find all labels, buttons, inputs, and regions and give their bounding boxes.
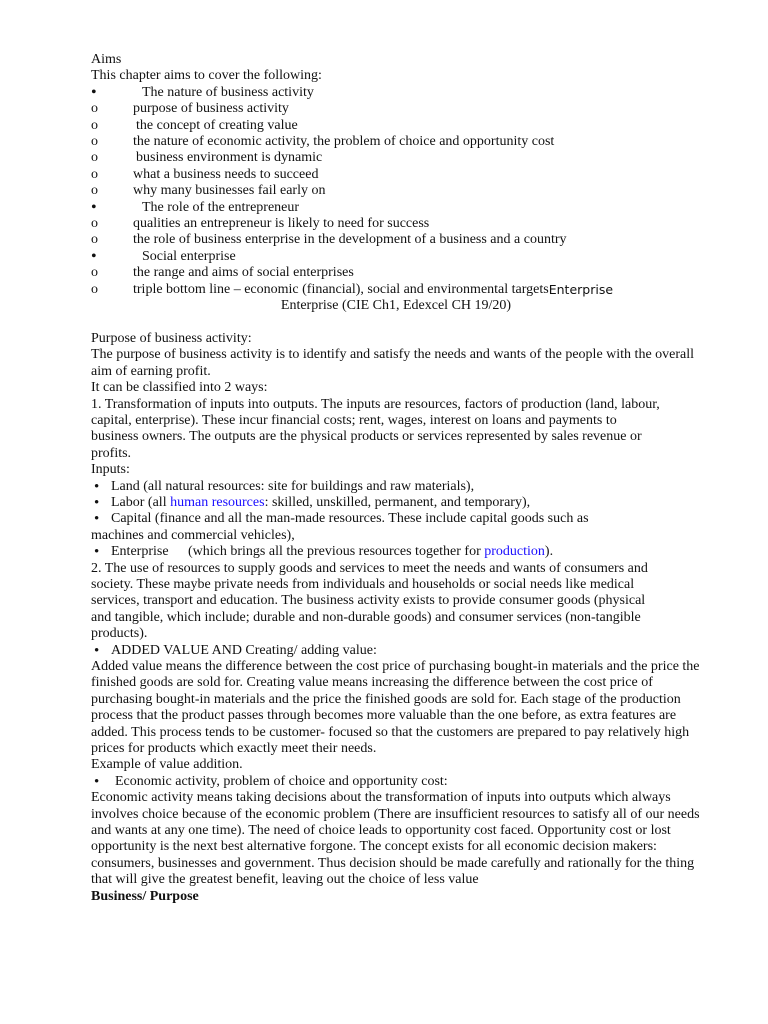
inputs-label: Inputs: — [91, 462, 130, 478]
example-line: Example of value addition. — [91, 757, 243, 773]
input-item-enterprise — [91, 544, 701, 560]
aims-item — [91, 200, 701, 216]
production-link[interactable]: production — [484, 544, 545, 560]
paragraph-line: that will give the greatest benefit, leaving out the choice of less value — [91, 872, 479, 888]
input-item-land — [91, 479, 701, 495]
paragraph-line: services, transport and education. The business activity exists to provide consumer goods (physical — [91, 593, 646, 609]
paragraph-line: aim of earning profit. — [91, 363, 211, 379]
paragraph-line: process that the product passes through becomes more valuable than the one before, as extra features are — [91, 708, 677, 724]
paragraph-line: 2. The use of resources to supply goods and services to meet the needs and wants of consumers and — [91, 560, 648, 576]
sub-marker: o — [91, 232, 98, 248]
paragraph-line: purchasing bought-in materials and the price the finished goods are sold for. Each stage of the production — [91, 691, 681, 707]
paragraph-line: 1. Transformation of inputs into outputs. The inputs are resources, factors of production (land, labour, — [91, 396, 660, 412]
input-text — [111, 495, 530, 511]
sub-marker: o — [91, 166, 98, 182]
aims-item — [91, 216, 701, 232]
economic-heading — [91, 774, 701, 790]
heading-text: ADDED VALUE AND Creating/ adding value: — [111, 642, 377, 658]
aims-intro: This chapter aims to cover the following: — [91, 68, 322, 84]
bullet-icon: • — [94, 494, 100, 511]
enterprise-label: Enterprise — [111, 544, 169, 560]
enterprise-post: ). — [544, 544, 554, 560]
aims-item — [91, 183, 701, 199]
human-resources-link[interactable]: human resources — [170, 494, 265, 510]
spacer — [91, 315, 701, 331]
aims-item-text: purpose of business activity — [133, 101, 289, 117]
paragraph-line: consumers, businesses and government. Thus decision should be made carefully and rationally for the thing — [91, 855, 695, 871]
document-title: Enterprise (CIE Ch1, Edexcel CH 19/20) — [280, 298, 512, 314]
paragraph-line: involves choice because of the economic problem (There are insufficient resources to satisfy all of our needs — [91, 806, 700, 822]
aims-item-text: Social enterprise — [142, 248, 236, 264]
paragraph-line: products). — [91, 626, 148, 642]
bullet-marker: • — [91, 247, 97, 265]
aims-item-text: The role of the entrepreneur — [142, 199, 300, 215]
bullet-marker: • — [91, 198, 97, 216]
document-page — [91, 52, 701, 905]
aims-item-text: business environment is dynamic — [136, 150, 323, 166]
paragraph-line: profits. — [91, 445, 132, 461]
aims-heading: Aims — [91, 52, 122, 67]
input-text — [188, 544, 553, 560]
aims-item-text: qualities an entrepreneur is likely to need for success — [133, 216, 430, 232]
aims-item-text: the role of business enterprise in the development of a business and a country — [133, 232, 567, 248]
bullet-icon: • — [94, 511, 100, 528]
aims-item-text: the range and aims of social enterprises — [133, 265, 354, 281]
aims-item — [91, 249, 701, 265]
sub-marker: o — [91, 117, 98, 133]
input-item-labor — [91, 495, 701, 511]
bullet-icon: • — [94, 642, 100, 659]
paragraph-line: and tangible, which include; durable and non-durable goods) and consumer services (non-tangible — [91, 609, 641, 625]
aims-item — [91, 134, 701, 150]
aims-item — [91, 85, 701, 101]
paragraph-line: capital, enterprise). These incur financial costs; rent, wages, interest on loans and payments to — [91, 412, 617, 428]
sub-marker: o — [91, 150, 98, 166]
aims-item — [91, 232, 701, 248]
classified-line: It can be classified into 2 ways: — [91, 380, 268, 396]
aims-item — [91, 101, 701, 117]
labor-post: : skilled, unskilled, permanent, and temporary), — [264, 494, 531, 510]
paragraph-line: Added value means the difference between the cost price of purchasing bought-in materials and the price the — [91, 659, 700, 675]
paragraph-line: business owners. The outputs are the physical products or services represented by sales revenue or — [91, 429, 642, 445]
sub-marker: o — [91, 101, 98, 117]
aims-item-text: the concept of creating value — [136, 117, 298, 133]
paragraph-line: and wants at any one time). The need of choice leads to opportunity cost faced. Opportunity cost or lost — [91, 823, 671, 839]
bullet-icon: • — [94, 773, 100, 790]
heading-text: Economic activity, problem of choice and opportunity cost: — [115, 773, 448, 789]
input-text: Capital (finance and all the man-made resources. These include capital goods such as — [111, 511, 589, 527]
aims-item-text: why many businesses fail early on — [133, 183, 326, 199]
paragraph-line: added. This process tends to be customer- focused so that the customers are prepared to pay relatively high — [91, 724, 690, 740]
added-value-heading — [91, 643, 701, 659]
sub-marker: o — [91, 265, 98, 281]
aims-item-text: triple bottom line – economic (financial), social and environmental targets — [133, 281, 549, 297]
paragraph-line: prices for products which exactly meet their needs. — [91, 741, 377, 757]
purpose-heading: Purpose of business activity: — [91, 330, 252, 346]
aims-item-text: what a business needs to succeed — [133, 166, 319, 182]
aims-item — [91, 282, 701, 298]
aims-item-suffix: Enterprise — [548, 281, 614, 297]
aims-item-text: the nature of economic activity, the problem of choice and opportunity cost — [133, 134, 555, 150]
paragraph-line: finished goods are sold for. Creating value means increasing the difference between the cost price of — [91, 675, 653, 691]
sub-marker: o — [91, 216, 98, 232]
aims-item — [91, 265, 701, 281]
aims-item-text: The nature of business activity — [142, 84, 314, 100]
bullet-icon: • — [94, 478, 100, 495]
aims-item — [91, 150, 701, 166]
paragraph-line: opportunity is the next best alternative forgone. The concept exists for all economic decision makers: — [91, 839, 657, 855]
sub-marker: o — [91, 281, 98, 297]
enterprise-pre: (which brings all the previous resources together for — [188, 544, 485, 560]
sub-marker: o — [91, 134, 98, 150]
labor-pre: Labor (all — [111, 494, 171, 510]
aims-item — [91, 167, 701, 183]
aims-item — [91, 118, 701, 134]
paragraph-line: machines and commercial vehicles), — [91, 527, 295, 543]
section-heading: Business/ Purpose — [91, 888, 199, 904]
paragraph-line: The purpose of business activity is to identify and satisfy the needs and wants of the people with the overall — [91, 347, 695, 363]
paragraph-line: society. These maybe private needs from individuals and households or social needs like medical — [91, 576, 635, 592]
paragraph-line: Economic activity means taking decisions about the transformation of inputs into outputs which always — [91, 790, 671, 806]
sub-marker: o — [91, 183, 98, 199]
bullet-marker: • — [91, 83, 97, 101]
input-text: Land (all natural resources: site for buildings and raw materials), — [111, 478, 475, 494]
input-item-capital — [91, 511, 701, 527]
bullet-icon: • — [94, 544, 100, 561]
